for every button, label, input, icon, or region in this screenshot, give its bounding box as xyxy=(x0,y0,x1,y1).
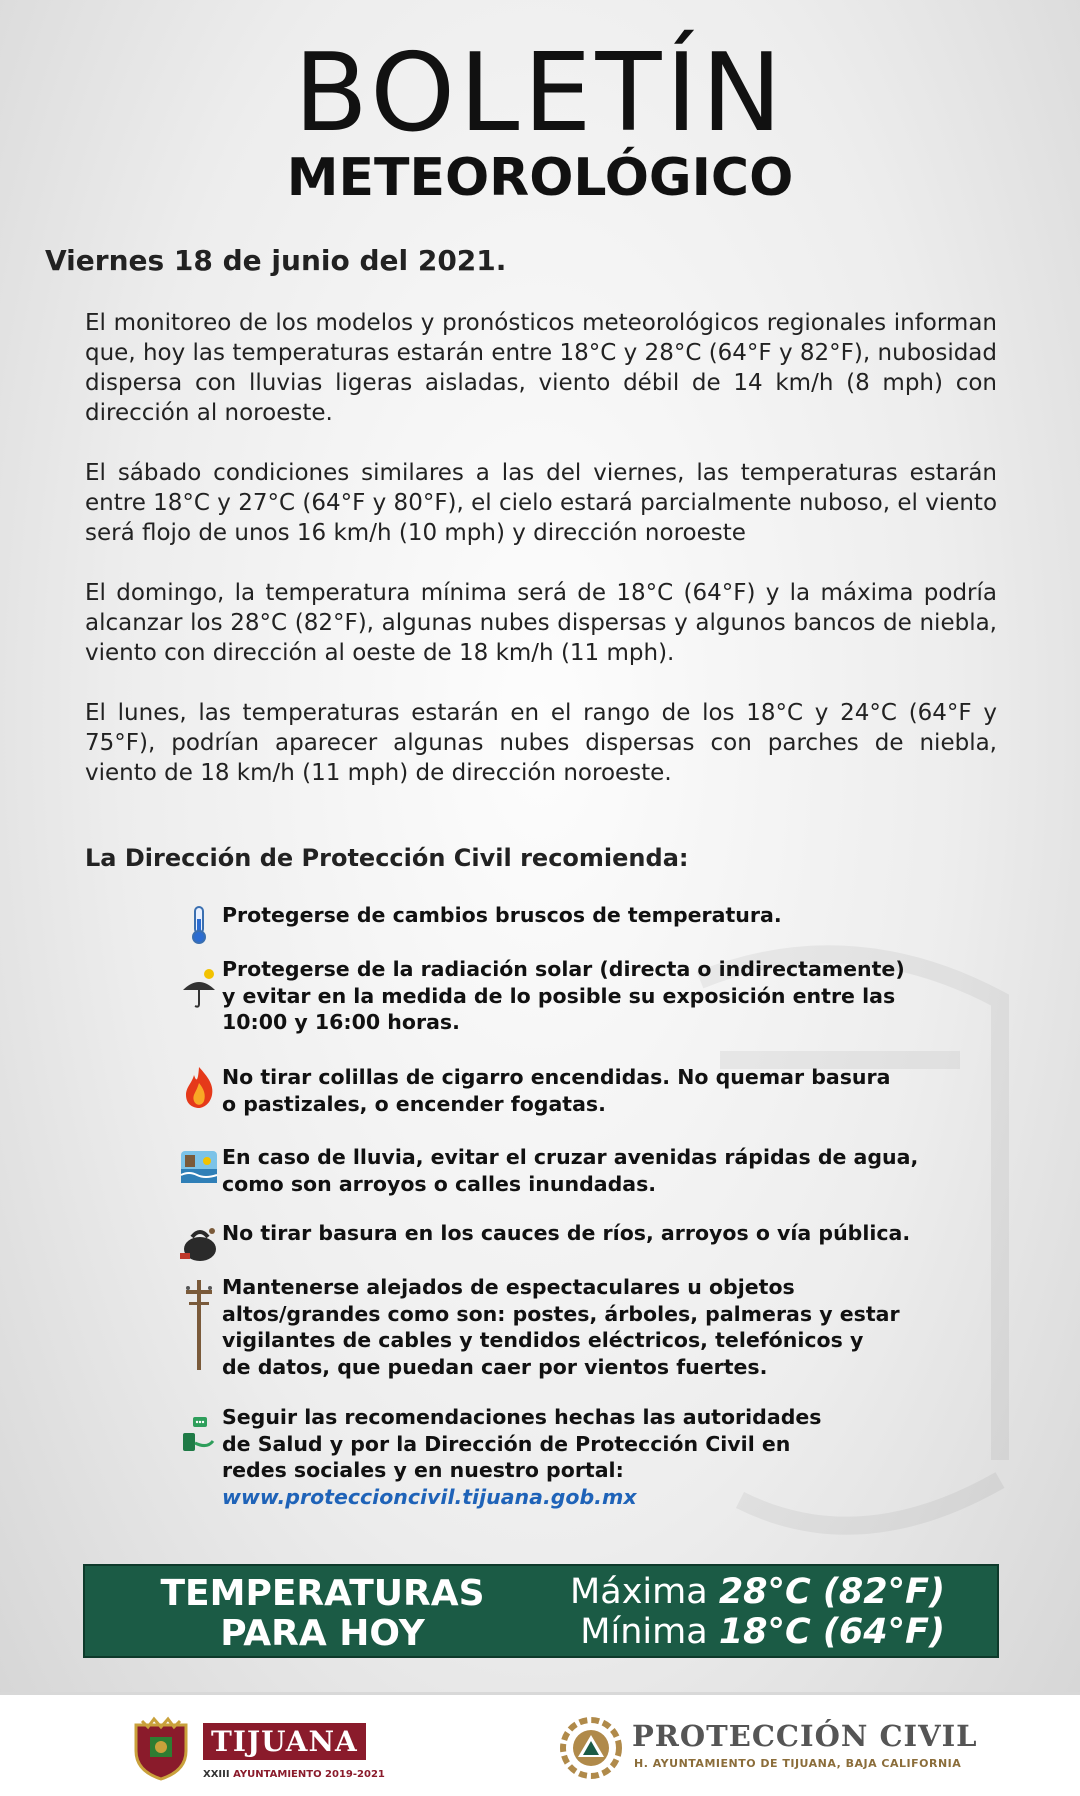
fire-icon xyxy=(178,1064,220,1110)
tijuana-subtitle xyxy=(203,1769,385,1780)
footer xyxy=(0,1692,1080,1796)
recommendation-text: redes sociales y en nuestro portal: xyxy=(222,1458,624,1482)
temperatures-today-box xyxy=(83,1564,999,1658)
recommendation-item xyxy=(178,902,782,948)
proteccion-civil-logo-icon xyxy=(560,1717,622,1779)
recommendation-text: de Salud y por la Dirección de Protección Civil en xyxy=(222,1431,791,1456)
portal-link[interactable]: www.proteccioncivil.tijuana.gob.mx xyxy=(222,1484,637,1509)
max-label: Máxima xyxy=(570,1572,708,1612)
flood-icon xyxy=(178,1144,220,1190)
bulletin-subtitle: METEOROLÓGICO xyxy=(286,148,794,208)
thermometer-icon xyxy=(178,902,220,948)
proteccion-civil-wordmark: PROTECCIÓN CIVIL xyxy=(632,1719,978,1753)
recommendation-text: altos/grandes como son: postes, árboles, palmeras y estar xyxy=(222,1301,900,1326)
tijuana-subtitle-a: XXIII xyxy=(203,1769,230,1780)
recommendation-text: vigilantes de cables y tendidos eléctricos, telefónicos y xyxy=(222,1328,864,1352)
temperatures-label-line1: TEMPERATURAS xyxy=(160,1573,485,1614)
umbrella-sun-icon xyxy=(178,966,220,1012)
forecast-today: El monitoreo de los modelos y pronósticos meteorológicos regionales informan que, hoy las temperaturas estarán entre 18°C y 28°C (64°F y 82°F), nubosidad dispersa con lluvias ligeras aisladas, viento débil de 14 km/h (8 mph) con dirección al noroeste. xyxy=(85,310,997,426)
recommendation-item xyxy=(178,1274,900,1380)
tijuana-wordmark: TIJUANA xyxy=(203,1723,366,1760)
min-temperature-row xyxy=(570,1612,945,1652)
recommendation-text: o pastizales, o encender fogatas. xyxy=(222,1091,606,1116)
tijuana-subtitle-b: AYUNTAMIENTO 2019-2021 xyxy=(233,1769,385,1780)
min-label: Mínima xyxy=(580,1612,708,1652)
temperatures-label xyxy=(85,1574,560,1654)
recommendation-item xyxy=(178,1220,910,1266)
recommendation-text: Protegerse de la radiación solar (directa o indirectamente) xyxy=(222,957,905,981)
forecast-section xyxy=(85,308,997,818)
recommendations-title: La Dirección de Protección Civil recomienda: xyxy=(85,844,689,872)
forecast-sunday: El domingo, la temperatura mínima será de 18°C (64°F) y la máxima podría alcanzar los 28°C (82°F), algunas nubes dispersas y algunos bancos de niebla, viento con dirección al oeste de 18 km/h (11 mph). xyxy=(85,580,997,666)
tijuana-coat-of-arms-icon xyxy=(128,1715,194,1781)
recommendation-item xyxy=(178,1404,821,1510)
forecast-monday: El lunes, las temperaturas estarán en el rango de los 18°C y 24°C (64°F y 75°F), podrían aparecer algunas nubes dispersas con parches de niebla, viento de 18 km/h (11 mph) de dirección noroeste. xyxy=(85,700,997,786)
recommendation-text: No tirar basura en los cauces de ríos, arroyos o vía pública. xyxy=(222,1221,911,1245)
recommendation-item xyxy=(178,1064,890,1117)
forecast-saturday: El sábado condiciones similares a las del viernes, las temperaturas estarán entre 18°C y 27°C (64°F y 80°F), el cielo estará parcialmente nuboso, el viento será flojo de unos 16 km/h (10 mph) y dirección noroeste xyxy=(85,460,998,546)
recommendation-text: como son arroyos o calles inundadas. xyxy=(222,1171,657,1196)
recommendation-text: de datos, que puedan caer por vientos fuertes. xyxy=(222,1354,768,1379)
recommendation-text: 10:00 y 16:00 horas. xyxy=(222,1010,460,1034)
trash-bag-icon xyxy=(178,1220,220,1266)
min-value: 18°C (64°F) xyxy=(718,1612,945,1652)
bulletin-title: BOLETÍN xyxy=(293,31,787,156)
recommendation-item xyxy=(178,1144,918,1197)
bulletin-date: Viernes 18 de junio del 2021. xyxy=(45,244,507,277)
max-temperature-row xyxy=(570,1572,945,1612)
recommendation-text: y evitar en la medida de lo posible su exposición entre las xyxy=(222,983,896,1008)
phone-chat-icon xyxy=(178,1412,220,1458)
temperatures-values xyxy=(570,1572,945,1652)
recommendation-item xyxy=(178,956,905,1036)
recommendation-text: No tirar colillas de cigarro encendidas. No quemar basura xyxy=(222,1065,891,1089)
max-value: 28°C (82°F) xyxy=(718,1572,945,1612)
utility-pole-icon xyxy=(178,1274,220,1374)
recommendation-text: Protegerse de cambios bruscos de temperatura. xyxy=(222,903,782,927)
recommendation-text: Seguir las recomendaciones hechas las autoridades xyxy=(222,1405,822,1429)
proteccion-civil-subtitle: H. AYUNTAMIENTO DE TIJUANA, BAJA CALIFORNIA xyxy=(634,1757,962,1770)
recommendation-text: Mantenerse alejados de espectaculares u objetos xyxy=(222,1275,795,1299)
temperatures-label-line2: PARA HOY xyxy=(220,1613,425,1654)
recommendation-text: En caso de lluvia, evitar el cruzar avenidas rápidas de agua, xyxy=(222,1145,919,1169)
